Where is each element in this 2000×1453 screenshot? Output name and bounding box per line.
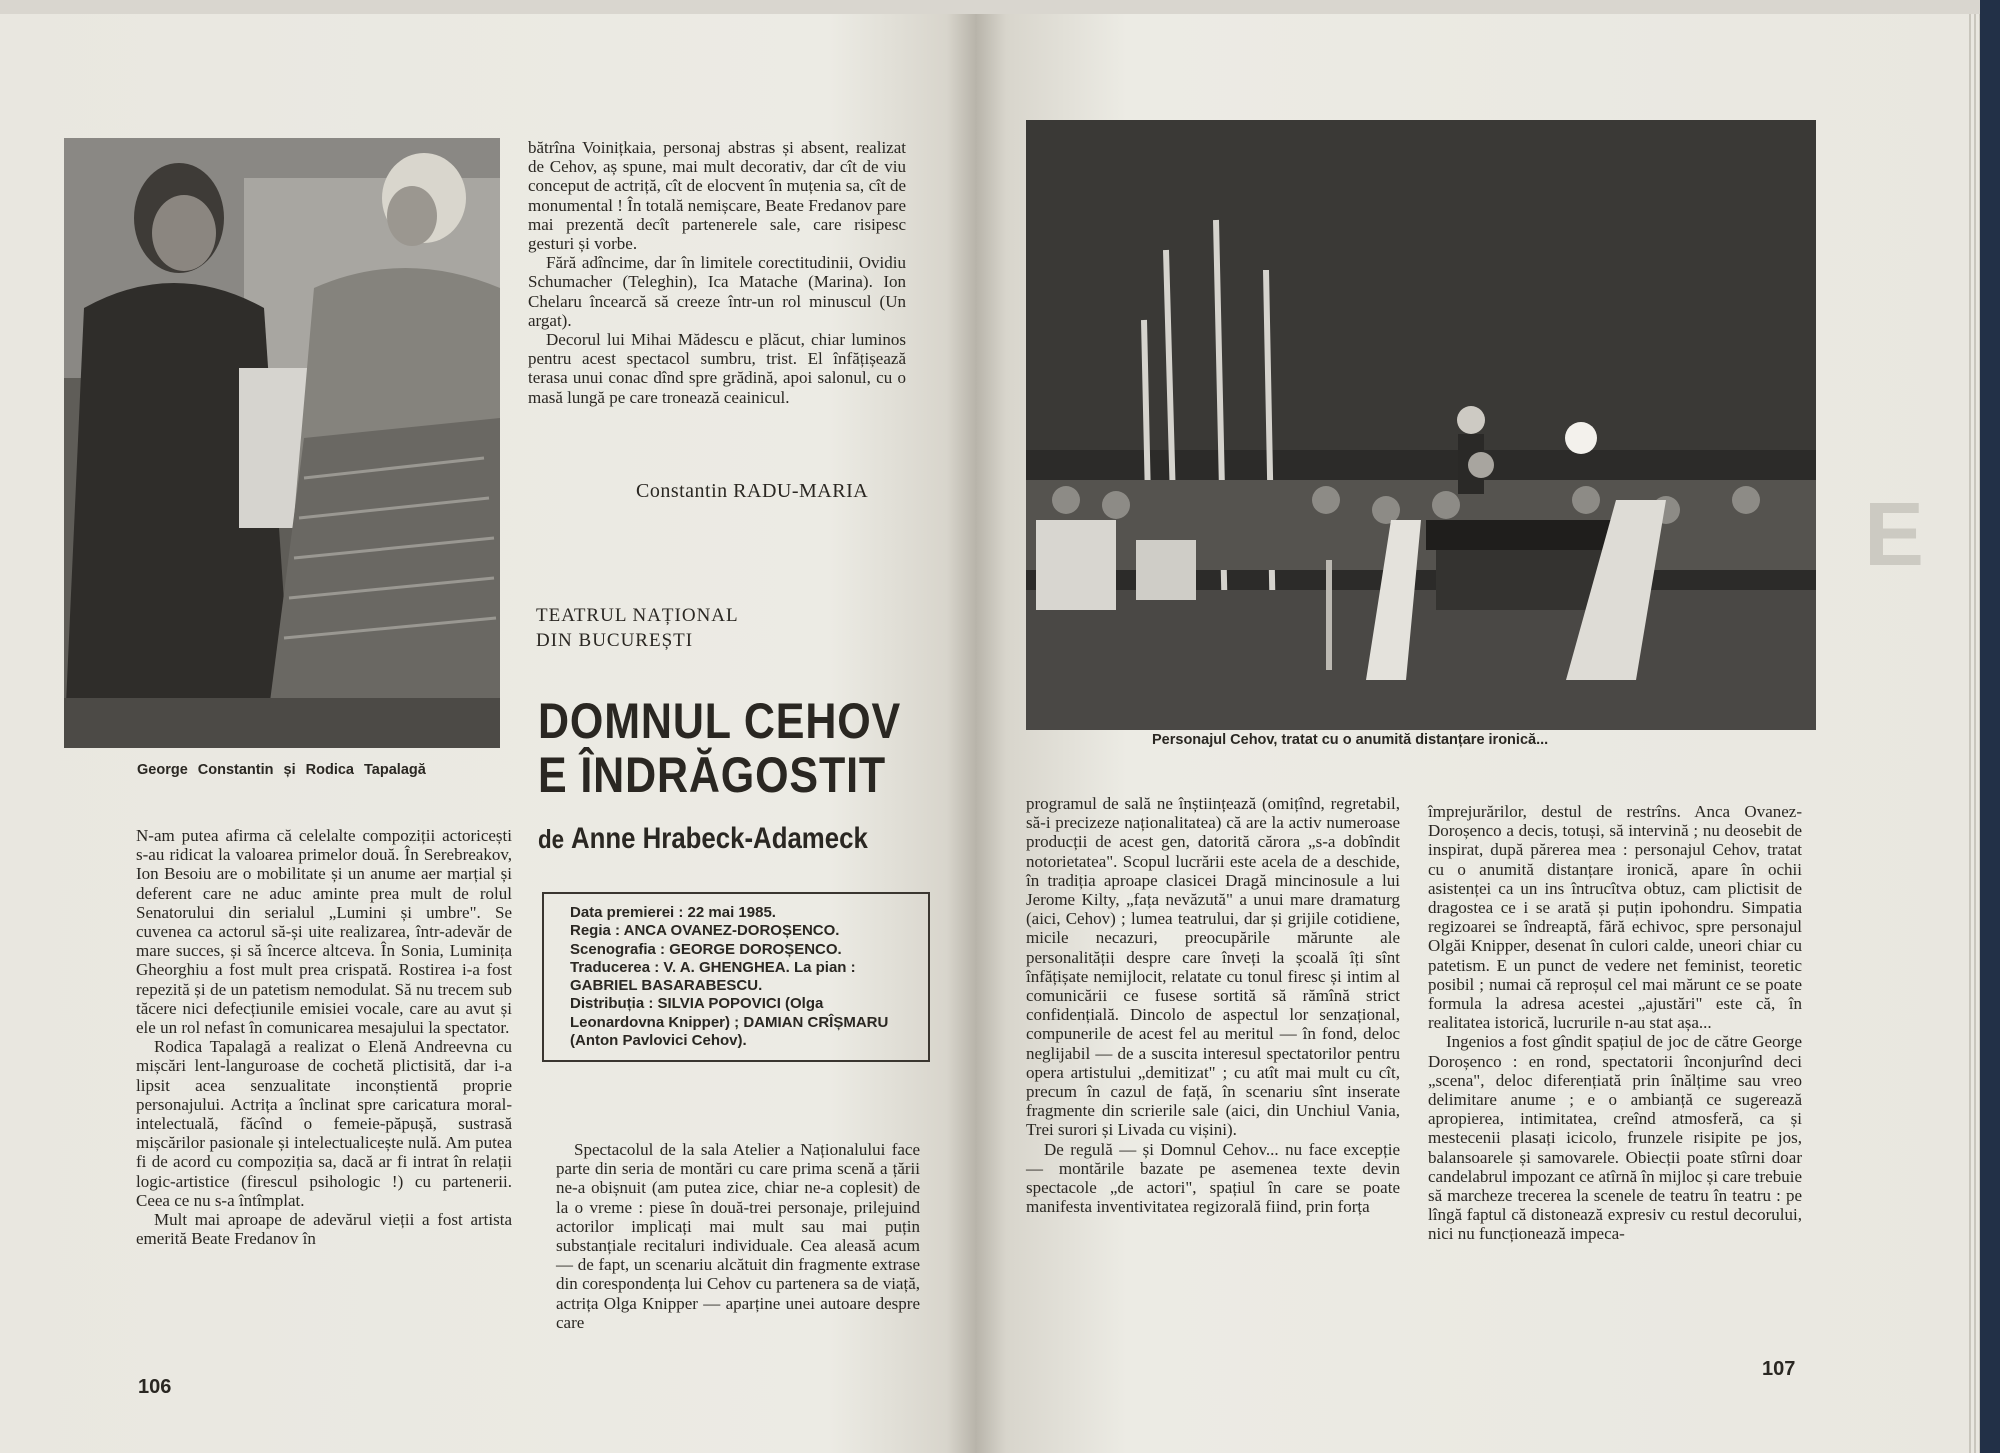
- paragraph: De regulă — și Domnul Cehov... nu face excepție — montările bazate pe asemenea texte devin spectacole „de actori", spațiul în care se poate manifesta inventivitatea regizorală fiind, prin forța: [1026, 1139, 1400, 1217]
- article-column-left: [136, 826, 512, 1248]
- article-byline: Constantin RADU-MARIA: [636, 480, 869, 502]
- article-column-right-top: [528, 138, 906, 407]
- author-name: Anne Hrabeck-Adameck: [570, 822, 868, 855]
- credits-cast: Distribuția : SILVIA POPOVICI (Olga Leonardovna Knipper) ; DAMIAN CRÎȘMARU (Anton Pavlovici Cehov).: [570, 995, 889, 1050]
- paragraph: Decorul lui Mihai Mădescu e plăcut, chiar luminos pentru acest spectacol sumbru, trist. El înfățișează terasa unui conac dînd spre grădină, apoi salonul, cu o masă lungă pe care tronează ceainicul.: [528, 330, 906, 407]
- photo-caption-left: George Constantin și Rodica Tapalagă: [137, 762, 426, 778]
- stage-photo-performance: [1026, 120, 1816, 730]
- bleed-through-text: E: [1864, 485, 1925, 585]
- paragraph: bătrîna Voinițkaia, personaj abstras și absent, realizat de Cehov, aș spune, mai mult decorativ, dar cît de viu conceput de actriță, cît de elocvent în muțenia sa, cît de monumental ! În totală nemișcare, Beate Fredanov pare mai prezentă decît partenerele sale, care risipesc gesturi și vorbe.: [528, 138, 906, 254]
- page-number-left: 106: [138, 1376, 172, 1398]
- headline-line1: DOMNUL CEHOV: [538, 693, 902, 749]
- article-column-right-2: [1428, 802, 1802, 1244]
- review-intro: [556, 1140, 920, 1332]
- left-page: [0, 14, 976, 1453]
- article-column-right-1: [1026, 794, 1400, 1216]
- book-cover-right: [1980, 0, 2000, 1453]
- paragraph: Rodica Tapalagă a realizat o Elenă Andreevna cu mișcări lent-languroase de cochetă plictisită, dar i-a lipsit acea senzualitate inconștientă proprie personajului. Actrița a înclinat spre caricatura moral-intelectuală, făcînd o femeie-păpușă, sustrasă mișcărilor pasionale și intelectualicește nulă. Am putea fi de acord cu compoziția sa, dacă ar fi intrat în relații logic-artistice (firescul psihologic !) cu partenerii. Ceea ce nu s-a întîmplat.: [136, 1037, 512, 1210]
- theatre-name: [536, 604, 739, 653]
- photo-couple-image: [64, 138, 500, 748]
- credits-crew: Regia : ANCA OVANEZ-DOROȘENCO. Scenografia : GEORGE DOROȘENCO. Traducerea : V. A. GHENGHEA. La pian : GABRIEL BASARABESCU.: [570, 922, 856, 995]
- article-headline: [538, 694, 901, 802]
- book-cover-edge: [0, 0, 2000, 14]
- photo-caption-right: Personajul Cehov, tratat cu o anumită distanțare ironică...: [1152, 732, 1549, 748]
- paragraph: programul de sală ne înștiințează (omițînd, regretabil, să-i precizeze naționalitatea) că are la activ numeroase producții de acest gen, datorită cărora „s-a dobîndit notorietatea". Scopul lucrării este acela de a deschide, în tradiția aproape clasicei Dragă mincinosule a lui Jerome Kilty, „fața nevăzută" a unui mare dramaturg (aici, Cehov) ; lumea teatrului, dar și grijile cotidiene, micile necazuri, preocupările mărunte ale personalității despre care înveți la școală îți sînt înfățișate nemijlocit, relatate cu tonul firesc și intim al comunicării ce fusese sortită să rămînă strict confidențială. Dincolo de aspectul lor senzațional, compunerile de acest fel au meritul — în fond, deloc neglijabil — de a suscita interesul spectatorilor pentru opera artistului „demitizat" ; cu atît mai mult cu cît, precum în cazul de față, în scenariu sînt inserate fragmente din scrierile sale (aici, din Unchiul Vania, Trei surori și Livada cu vișini).: [1026, 794, 1400, 1140]
- paragraph: Spectacolul de la sala Atelier a Naționalului face parte din seria de montări cu care prima scenă a țării ne-a obișnuit (am putea zice, chiar ne-a coplesit) de la o vreme : piese în două-trei personaje, prilejuind actorilor implicați mai mult sau mai puțin substanțiale recitaluri individuale. Cea aleasă acum — de fapt, un scenariu alcătuit din fragmente extrase din corespondența lui Cehov cu partenera sa de viață, actrița Olga Knipper — aparține unei autoare despre care: [556, 1140, 920, 1332]
- article-author: [538, 822, 868, 856]
- paragraph: Fără adîncime, dar în limitele corectitudinii, Ovidiu Schumacher (Teleghin), Ica Matache (Marina). Ion Chelaru încearcă să creeze într-un rol minuscul (Un argat).: [528, 253, 906, 330]
- paragraph: împrejurărilor, destul de restrîns. Anca Ovanez-Doroșenco a decis, totuși, să intervină ; nu deosebit de inspirat, după părerea mea : personajul Cehov, tratat cu o anumită distanțare ironică, apare în ochii asistenței ca un ins întrucîtva obtuz, cam plictisit de dragostea ce i se arată și puțin ipohondru. Simpatia regizoarei se îndreaptă, fără echivoc, spre personajul Olgăi Knipper, desenat în culori calde, uneori chiar cu patetism. E un punct de vedere net feminist, teoretic posibil ; numai că reproșul cel mai mărunt ce se poate formula la adresa acestei „ajustări" este că, în realitatea istorică, lucrurile n-au stat așa...: [1428, 802, 1802, 1033]
- author-prefix: de: [538, 824, 565, 854]
- credits-premiere: Data premierei : 22 mai 1985.: [570, 904, 776, 921]
- right-page: [976, 14, 1980, 1453]
- theatre-name-line1: TEATRUL NAȚIONAL: [536, 605, 739, 626]
- paragraph: N-am putea afirma că celelalte compoziții actoricești s-au ridicat la valoarea primelor două. În Serebreakov, Ion Besoiu are o mobilitate și un anume aer marțial și deferent care ne aduc aminte prea mult de rolul Senatorului din serialul „Lumini și umbre". Se cuvenea ca actorul să-și uite realizarea, într-adevăr de mare succes, și să încerce altceva. În Sonia, Luminița Gheorghiu a fost mult prea crispată. Rostirea i-a fost repezită și de un patetism nemodulat. Să nu trecem sub tăcere nici defecțiunile emisiei vocale, care au avut și ele un rol nefast în comunicarea mesajului la spectator.: [136, 826, 512, 1038]
- paragraph: Ingenios a fost gîndit spațiul de joc de către George Doroșenco : en rond, spectatorii înconjurînd deci „scena", deloc diferențiată prin înălțime sau vreo delimitare anume ; e o ambianță ce sugerează apropierea, intimitatea, creînd atmosferă, ca și mestecenii plasați icicolo, frunzele risipite pe jos, balansoarele și samovarele. Obiecții poate stîrni doar candelabrul impozant ce atîrnă în mijloc și care trebuie să marcheze trecerea la scenele de teatru în teatru : pe lîngă faptul că distonează expresiv cu restul decorului, nici nu funcționează impeca-: [1428, 1032, 1802, 1244]
- headline-line2: E ÎNDRĂGOSTIT: [538, 747, 887, 803]
- theatre-name-line2: DIN BUCUREȘTI: [536, 629, 694, 651]
- credits-box: [542, 892, 930, 1062]
- page-number-right: 107: [1762, 1358, 1796, 1380]
- paragraph: Mult mai aproape de adevărul vieții a fost artista emerită Beate Fredanov în: [136, 1210, 512, 1249]
- stage-photo-couple: [64, 138, 500, 748]
- photo-performance-image: [1026, 120, 1816, 730]
